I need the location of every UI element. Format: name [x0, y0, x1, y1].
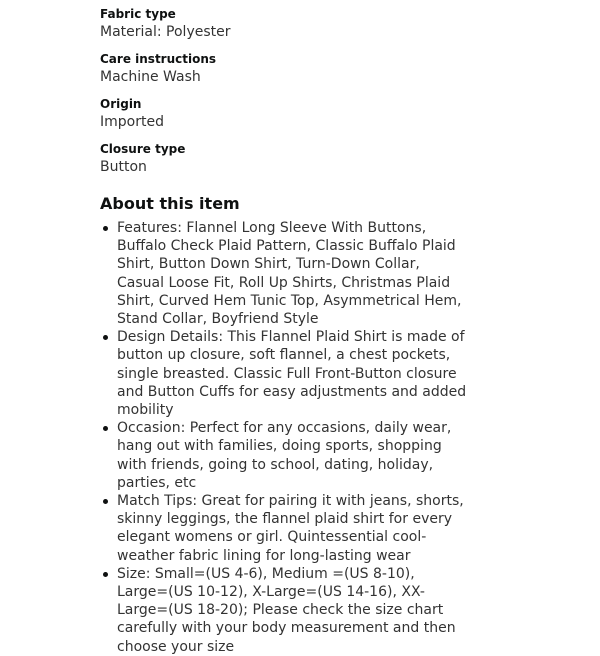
bullet-item-size: [100, 565, 470, 656]
bullet-text: Design Details: This Flannel Plaid Shirt is made of button up closure, soft flannel, a chest pockets, single breasted. Classic Full Front-Button closure and Button Cuffs for easy adjustments and added mobility: [117, 329, 467, 419]
bullet-dot-icon: [103, 499, 108, 504]
bullet-text: Size: Small=(US 4-6), Medium =(US 8-10), Large=(US 10-12), X-Large=(US 14-16), XX-Large=(US 18-20); Please check the size chart carefully with your body measurement and then choose your size: [117, 565, 456, 655]
spec-origin: [100, 96, 470, 132]
bullet-item-design-details: [100, 328, 470, 419]
about-bullet-list: [100, 219, 470, 656]
bullet-item-occasion: [100, 419, 470, 492]
bullet-item-features: [100, 219, 470, 328]
bullet-text: Occasion: Perfect for any occasions, daily wear, hang out with families, doing sports, shopping with friends, going to school, dating, holiday, parties, etc: [117, 420, 452, 491]
spec-value: Imported: [100, 114, 164, 130]
bullet-item-match-tips: [100, 492, 470, 565]
spec-closure-type: [100, 141, 470, 177]
bullet-dot-icon: [103, 426, 108, 431]
about-this-item-heading: About this item: [100, 194, 240, 213]
bullet-text: Match Tips: Great for pairing it with jeans, shorts, skinny leggings, the flannel plaid shirt for every elegant womens or girl. Quintessential cool-weather fabric lining for long-lasting wear: [117, 493, 464, 564]
spec-label: Fabric type: [100, 7, 176, 21]
spec-fabric-type: [100, 6, 470, 42]
spec-value: Button: [100, 159, 147, 175]
spec-care-instructions: [100, 51, 470, 87]
spec-label: Origin: [100, 97, 142, 111]
bullet-dot-icon: [103, 226, 108, 231]
bullet-text: Features: Flannel Long Sleeve With Buttons, Buffalo Check Plaid Pattern, Classic Buffalo Plaid Shirt, Button Down Shirt, Turn-Down Collar, Casual Loose Fit, Roll Up Shirts, Christmas Plaid Shirt, Curved Hem Tunic Top, Asymmetrical Hem, Stand Collar, Boyfriend Style: [117, 220, 462, 328]
bullet-dot-icon: [103, 572, 108, 577]
spec-value: Machine Wash: [100, 69, 201, 85]
spec-value: Material: Polyester: [100, 24, 231, 40]
bullet-dot-icon: [103, 335, 108, 340]
spec-label: Care instructions: [100, 52, 217, 66]
product-details-section: [100, 6, 470, 656]
spec-label: Closure type: [100, 142, 186, 156]
